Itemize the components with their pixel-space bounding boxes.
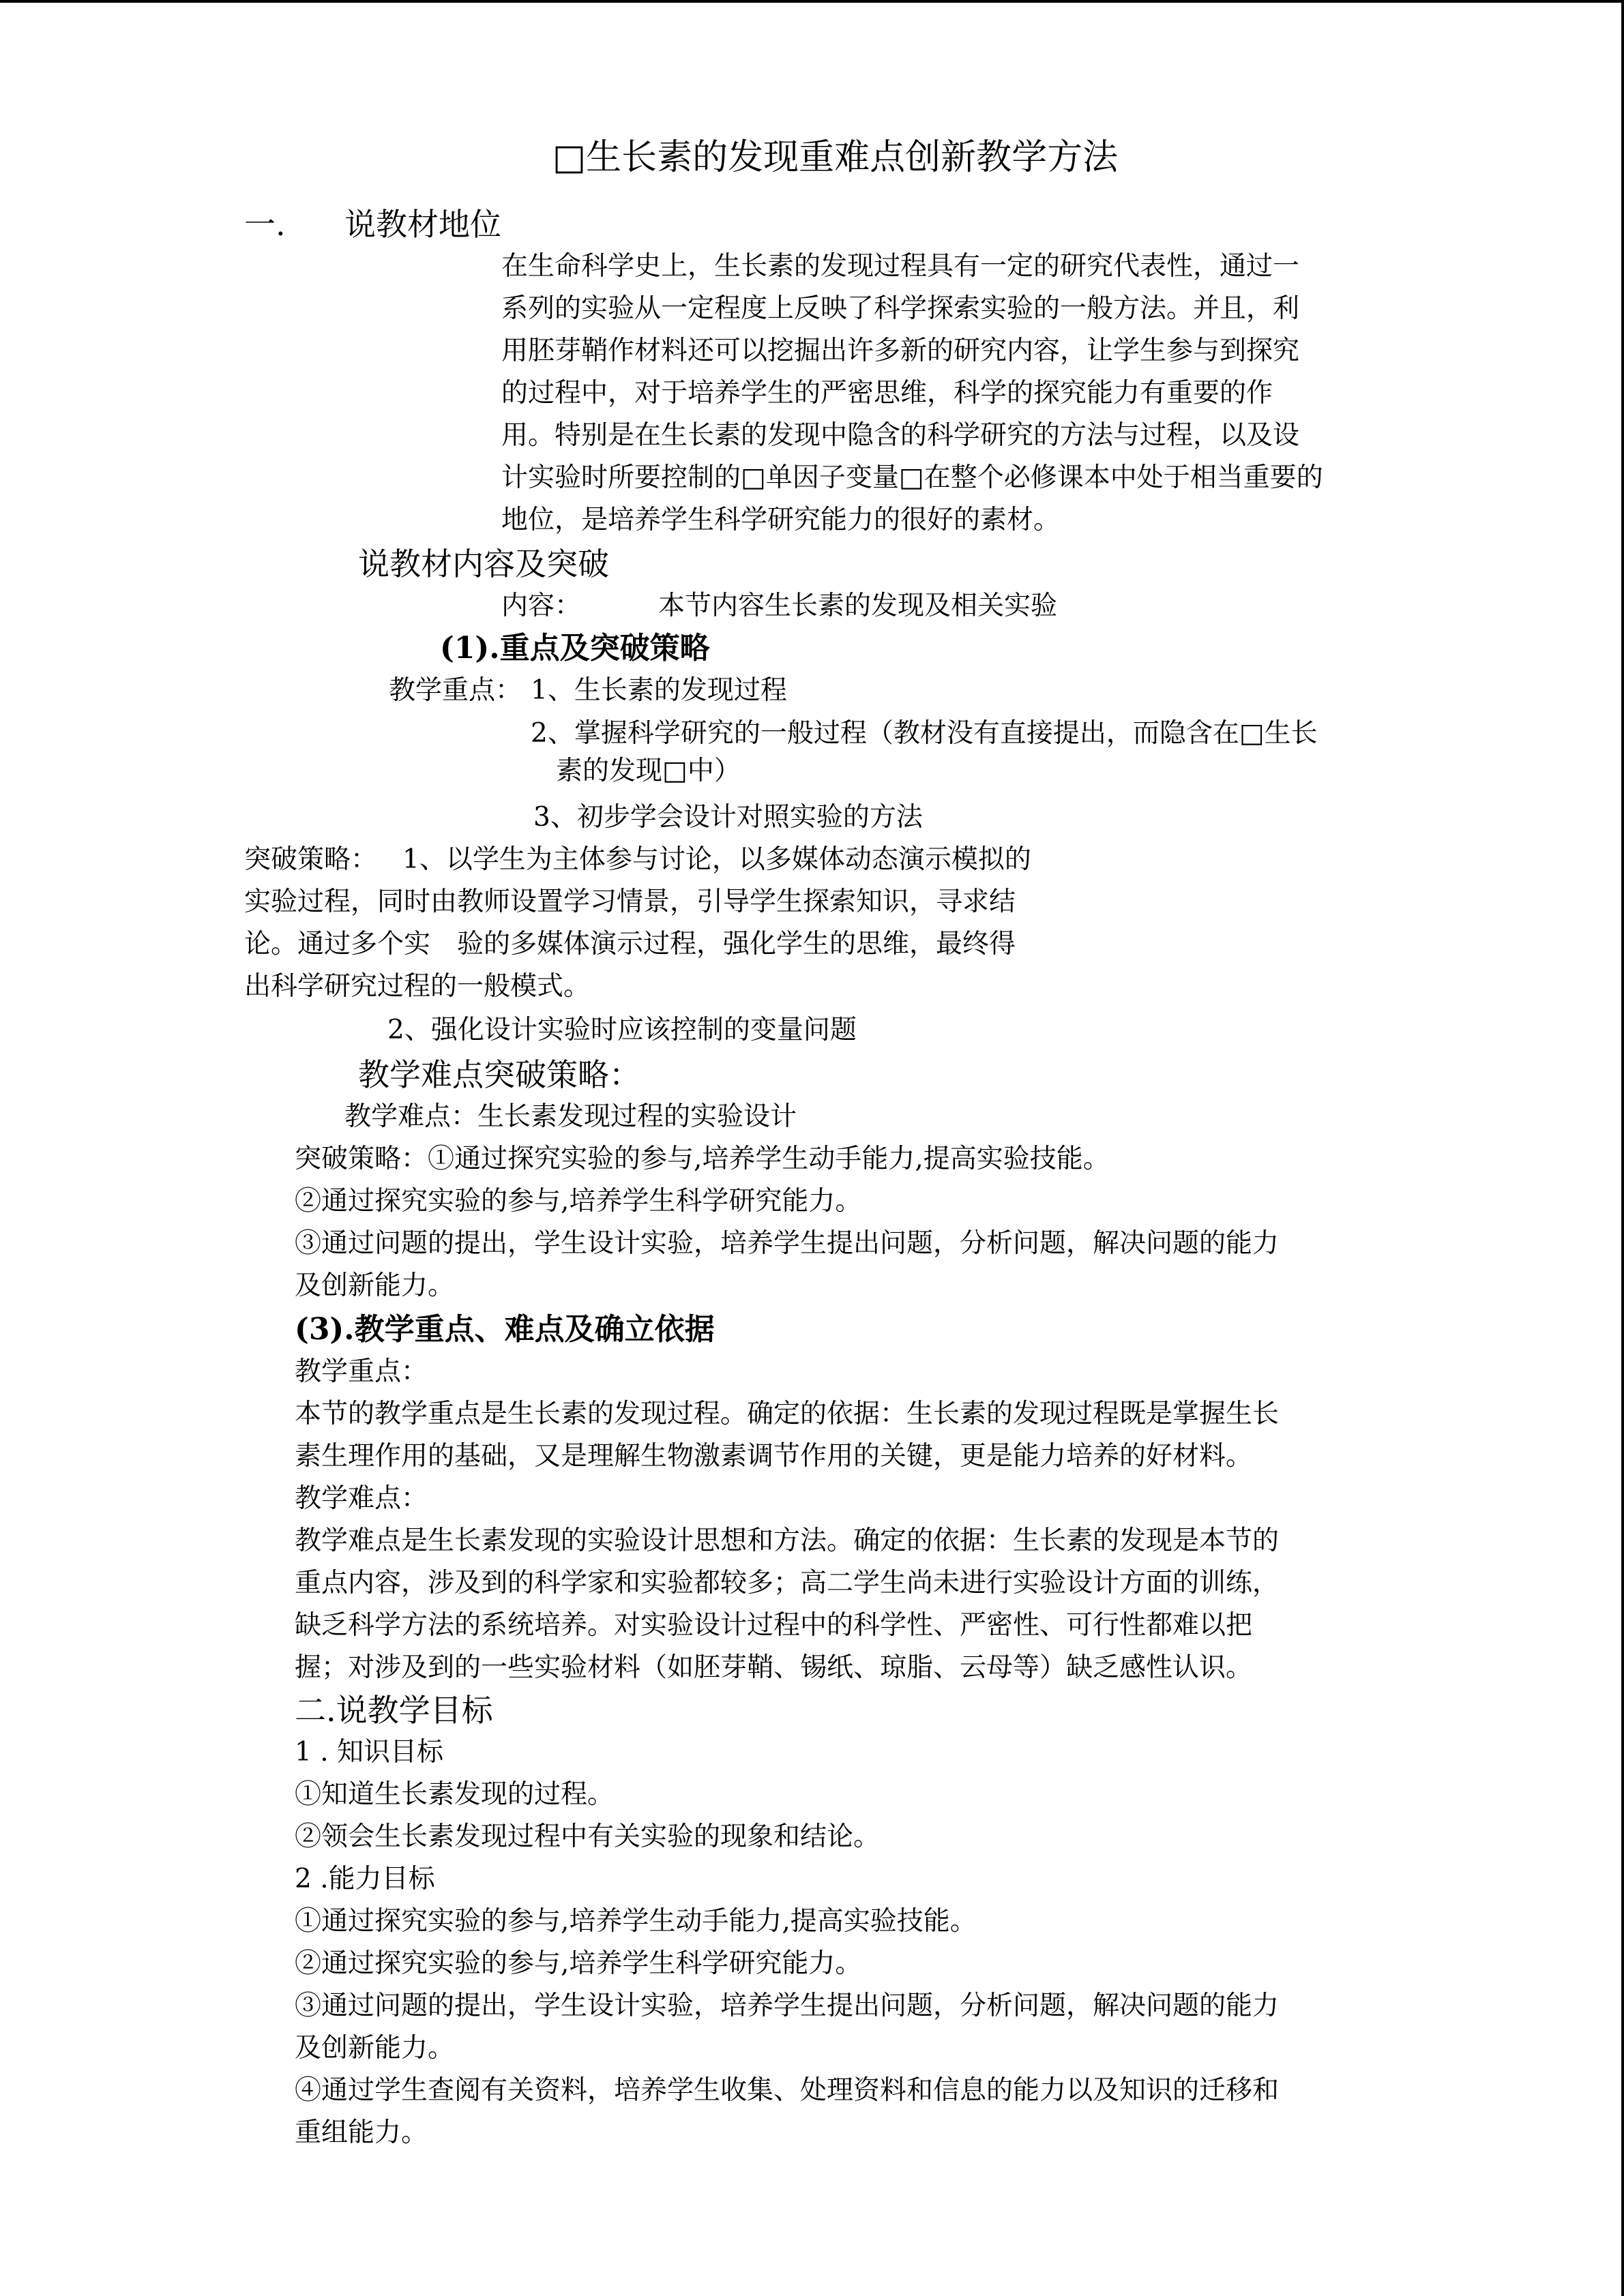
section1-number: 一.: [244, 206, 286, 243]
diff-label: 教学难点：: [295, 1483, 428, 1514]
title-text: 生长素的发现重难点创新教学方法: [586, 137, 1119, 178]
key-point-2-line-2: 素的发现□中）: [556, 756, 741, 786]
ability-item-4-cont: 重组能力。: [295, 2117, 428, 2148]
strategy-item-2: 2、强化设计实验时应该控制的变量问题: [387, 1015, 857, 1045]
ability-item-3: ③通过问题的提出，学生设计实验，培养学生提出问题，分析问题，解决问题的能力: [295, 1991, 1280, 2021]
content-text: 本节内容生长素的发现及相关实验: [658, 591, 1058, 621]
ability-label: 2 .能力目标: [295, 1864, 435, 1894]
page-title: [552, 136, 1118, 179]
strategy-line-4: 出科学研究过程的一般模式。: [244, 971, 591, 1002]
difficulty-strategy-1: 突破策略：①通过探究实验的参与,培养学生动手能力,提高实验技能。: [295, 1144, 1110, 1174]
strategy-line-1: 1、以学生为主体参与讨论，以多媒体动态演示模拟的: [402, 844, 1031, 875]
content-label: 内容：: [501, 591, 582, 621]
section1-heading: 说教材地位: [344, 206, 501, 243]
diff-para-line-4: 握；对涉及到的一些实验材料（如胚芽鞘、锡纸、琼脂、云母等）缺乏感性认识。: [295, 1652, 1253, 1683]
subsection3-heading: (3).教学重点、难点及确立依据: [295, 1312, 715, 1347]
key-points-label: 教学重点：: [389, 675, 522, 706]
key-para-line-2: 素生理作用的基础，又是理解生物激素调节作用的关键，更是能力培养的好材料。: [295, 1441, 1253, 1472]
title-box-glyph: □: [552, 137, 587, 178]
para1-line-1: 在生命科学史上，生长素的发现过程具有一定的研究代表性，通过一: [501, 251, 1300, 282]
difficulty-strategy-3: ③通过问题的提出，学生设计实验，培养学生提出问题，分析问题，解决问题的能力: [295, 1228, 1280, 1259]
diff-para-line-1: 教学难点是生长素发现的实验设计思想和方法。确定的依据：生长素的发现是本节的: [295, 1525, 1280, 1556]
strategy-line-2: 实验过程，同时由教师设置学习情景，引导学生探索知识，寻求结: [244, 886, 1016, 917]
para1-line-3: 用胚芽鞘作材料还可以挖掘出许多新的研究内容，让学生参与到探究: [501, 336, 1300, 366]
ability-item-4: ④通过学生查阅有关资料，培养学生收集、处理资料和信息的能力以及知识的迁移和: [295, 2075, 1280, 2106]
para1-line-4: 的过程中，对于培养学生的严密思维，科学的探究能力有重要的作: [501, 378, 1273, 408]
para1-line-7: 地位，是培养学生科学研究能力的很好的素材。: [501, 505, 1061, 535]
ability-item-2: ②通过探究实验的参与,培养学生科学研究能力。: [295, 1948, 862, 1979]
knowledge-label: 1 . 知识目标: [295, 1737, 444, 1768]
difficulty-strategy-2: ②通过探究实验的参与,培养学生科学研究能力。: [295, 1186, 862, 1217]
diff-para-line-3: 缺乏科学方法的系统培养。对实验设计过程中的科学性、严密性、可行性都难以把: [295, 1610, 1253, 1641]
page-right-border: [1621, 0, 1624, 2296]
knowledge-item-1: ①知道生长素发现的过程。: [295, 1779, 615, 1810]
subsection1-heading: (1).重点及突破策略: [440, 631, 710, 666]
section2-heading: 说教材内容及突破: [358, 546, 609, 582]
para1-line-6: 计实验时所要控制的□单因子变量□在整个必修课本中处于相当重要的: [501, 462, 1323, 493]
para1-line-5: 用。特别是在生长素的发现中隐含的科学研究的方法与过程，以及设: [501, 420, 1300, 451]
key-para-line-1: 本节的教学重点是生长素的发现过程。确定的依据：生长素的发现过程既是掌握生长: [295, 1399, 1280, 1429]
page-top-border: [0, 0, 1624, 3]
strategy-line-3: 论。通过多个实 验的多媒体演示过程，强化学生的思维，最终得: [244, 929, 1016, 959]
key-point-1: 1、生长素的发现过程: [531, 675, 787, 706]
difficulty-line: 教学难点：生长素发现过程的实验设计: [344, 1101, 797, 1132]
key-label: 教学重点：: [295, 1356, 428, 1387]
key-point-2-line-1: 2、掌握科学研究的一般过程（教材没有直接提出，而隐含在□生长: [531, 718, 1318, 749]
ability-item-1: ①通过探究实验的参与,培养学生动手能力,提高实验技能。: [295, 1906, 977, 1937]
knowledge-item-2: ②领会生长素发现过程中有关实验的现象和结论。: [295, 1821, 881, 1852]
difficulty-strategy-4: 及创新能力。: [295, 1270, 455, 1301]
key-point-3: 3、初步学会设计对照实验的方法: [533, 802, 923, 833]
para1-line-2: 系列的实验从一定程度上反映了科学探索实验的一般方法。并且，利: [501, 293, 1300, 324]
difficulty-heading: 教学难点突破策略：: [358, 1056, 640, 1093]
ability-item-3-cont: 及创新能力。: [295, 2033, 455, 2063]
strategy-label: 突破策略：: [244, 844, 378, 875]
section3-heading: 二.说教学目标: [295, 1692, 493, 1729]
diff-para-line-2: 重点内容，涉及到的科学家和实验都较多；高二学生尚未进行实验设计方面的训练，: [295, 1568, 1280, 1598]
